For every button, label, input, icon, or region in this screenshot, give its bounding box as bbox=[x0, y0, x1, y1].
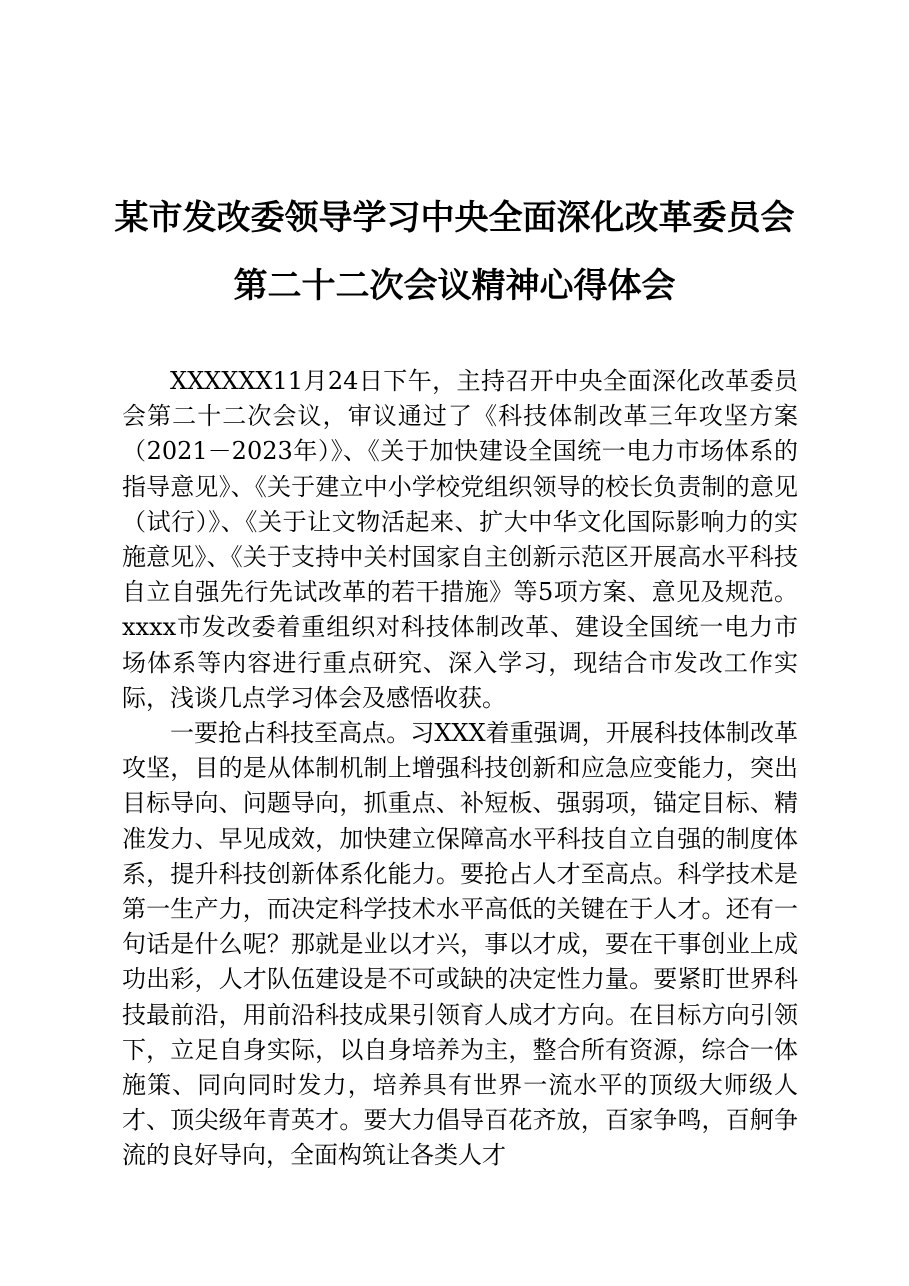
document-body bbox=[122, 364, 798, 1174]
body-paragraph-1: XXXXXX11月24日下午，主持召开中央全面深化改革委员会第二十二次会议，审议通过了《科技体制改革三年攻坚方案（2021－2023年）》、《关于加快建设全国统一电力市场体系的指导意见》、《关于建立中小学校党组织领导的校长负责制的意见（试行）》、《关于让文物活起来、扩大中华文化国际影响力的实施意见》、《关于支持中关村国家自主创新示范区开展高水平科技自立自强先行先试改革的若干措施》等5项方案、意见及规范。xxxx市发改委着重组织对科技体制改革、建设全国统一电力市场体系等内容进行重点研究、深入学习，现结合市发改工作实际，浅谈几点学习体会及感悟收获。 bbox=[122, 367, 798, 712]
document-title-line-2: 第二十二次会议精神心得体会 bbox=[233, 266, 676, 306]
document-title-line-1: 某市发改委领导学习中央全面深化改革委员会 bbox=[114, 198, 795, 238]
body-paragraph-2: 一要抢占科技至高点。习XXX着重强调，开展科技体制改革攻坚，目的是从体制机制上增强科技创新和应急应变能力，突出目标导向、问题导向，抓重点、补短板、强弱项，锚定目标、精准发力、早见成效，加快建立保障高水平科技自立自强的制度体系，提升科技创新体系化能力。要抢占人才至高点。科学技术是第一生产力，而决定科学技术水平高低的关键在于人才。还有一句话是什么呢？那就是业以才兴，事以才成，要在干事创业上成功出彩，人才队伍建设是不可或缺的决定性力量。要紧盯世界科技最前沿，用前沿科技成果引领育人成才方向。在目标方向引领下，立足自身实际，以自身培养为主，整合所有资源，综合一体施策、同向同时发力，培养具有世界一流水平的顶级大师级人才、顶尖级年青英才。要大力倡导百花齐放，百家争鸣，百舸争流的良好导向，全面构筑让各类人才 bbox=[122, 719, 798, 1170]
